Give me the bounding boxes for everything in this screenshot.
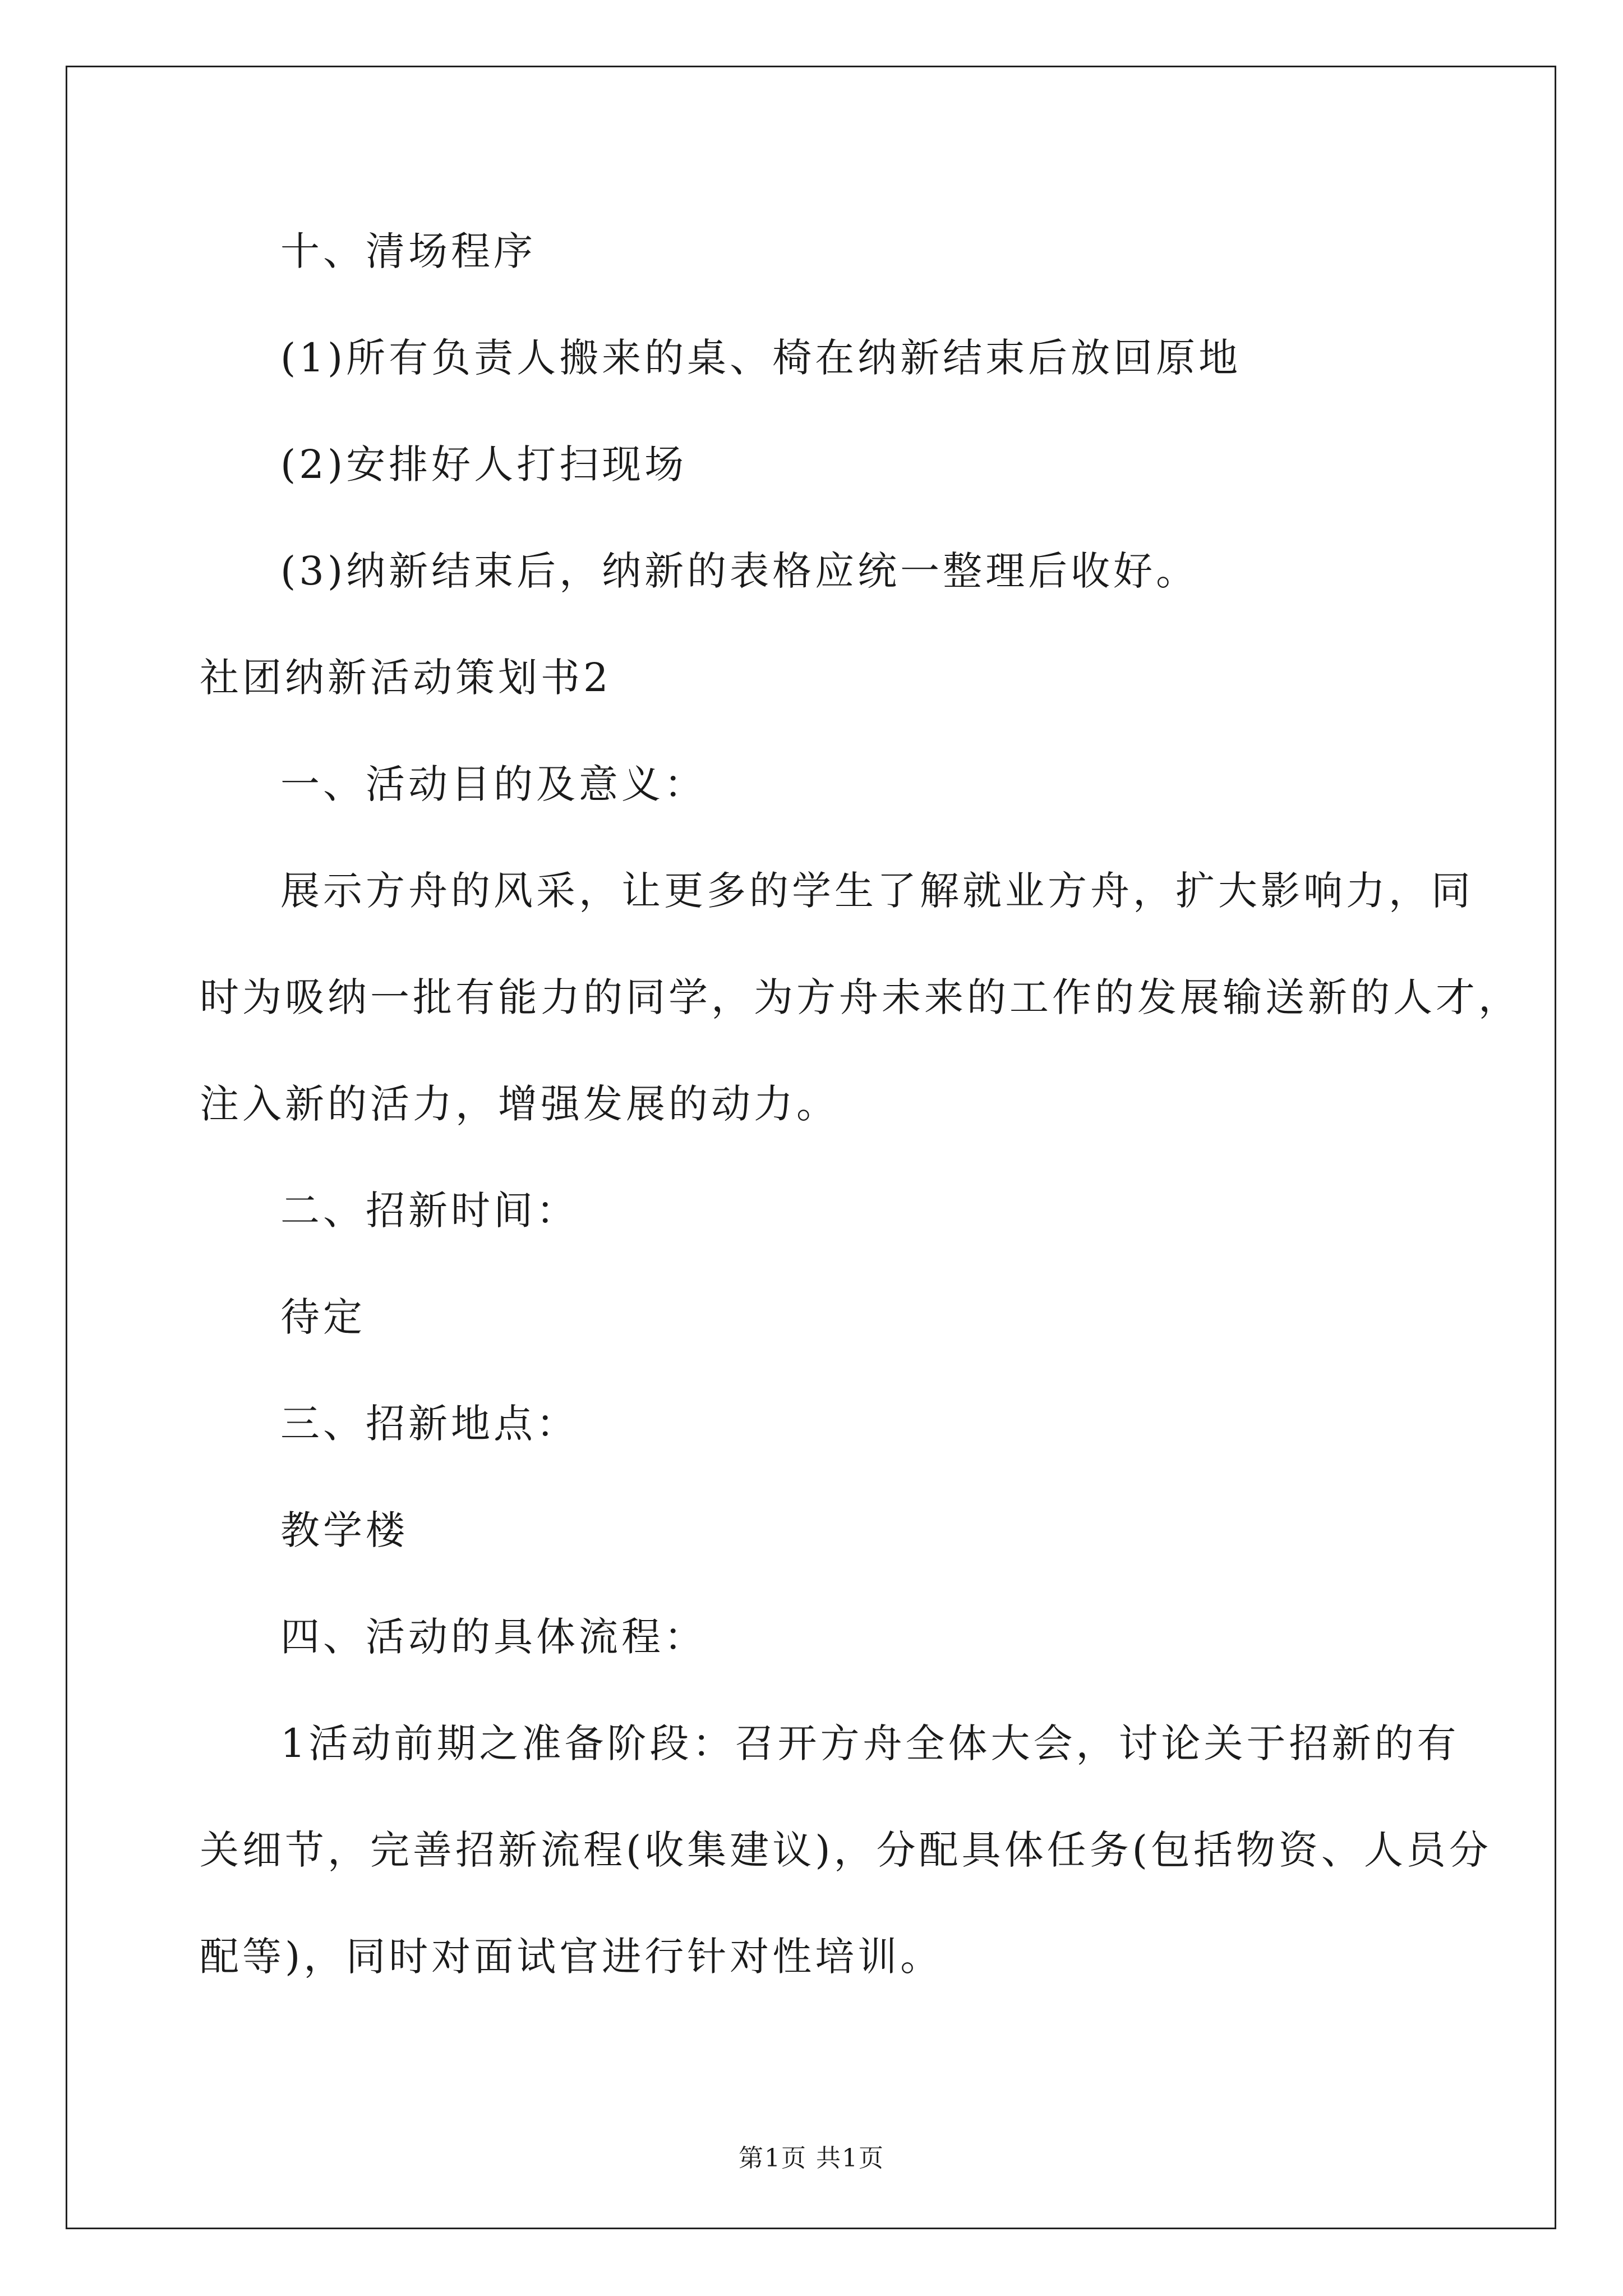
process-paragraph-line-2: 关细节，完善招新流程(收集建议)，分配具体任务(包括物资、人员分 [200,1827,1492,1873]
section-heading-location: 三、招新地点： [280,1401,579,1447]
purpose-paragraph-line-3: 注入新的活力，增强发展的动力。 [200,1081,839,1127]
cleanup-item-3: (3)纳新结束后，纳新的表格应统一整理后收好。 [280,548,1199,594]
purpose-paragraph-line-2: 时为吸纳一批有能力的同学，为方舟未来的工作的发展输送新的人才， [200,974,1521,1020]
cleanup-item-2: (2)安排好人打扫现场 [280,441,688,487]
purpose-paragraph-line-1: 展示方舟的风采，让更多的学生了解就业方舟，扩大影响力，同 [280,868,1474,914]
section-heading-purpose: 一、活动目的及意义： [280,761,707,807]
document-subtitle: 社团纳新活动策划书2 [200,655,612,701]
location-value: 教学楼 [280,1507,408,1553]
time-value: 待定 [280,1294,366,1340]
page-number-footer: 第1页 共1页 [739,2144,884,2173]
cleanup-item-1: (1)所有负责人搬来的桌、椅在纳新结束后放回原地 [280,335,1242,381]
section-heading-process: 四、活动的具体流程： [280,1614,707,1660]
section-heading-time: 二、招新时间： [280,1188,579,1234]
section-heading-cleanup: 十、清场程序 [280,228,536,274]
process-paragraph-line-3: 配等)，同时对面试官进行针对性培训。 [200,1934,943,1980]
page-border [66,66,1556,2229]
process-paragraph-line-1: 1活动前期之准备阶段：召开方舟全体大会，讨论关于招新的有 [280,1720,1460,1766]
